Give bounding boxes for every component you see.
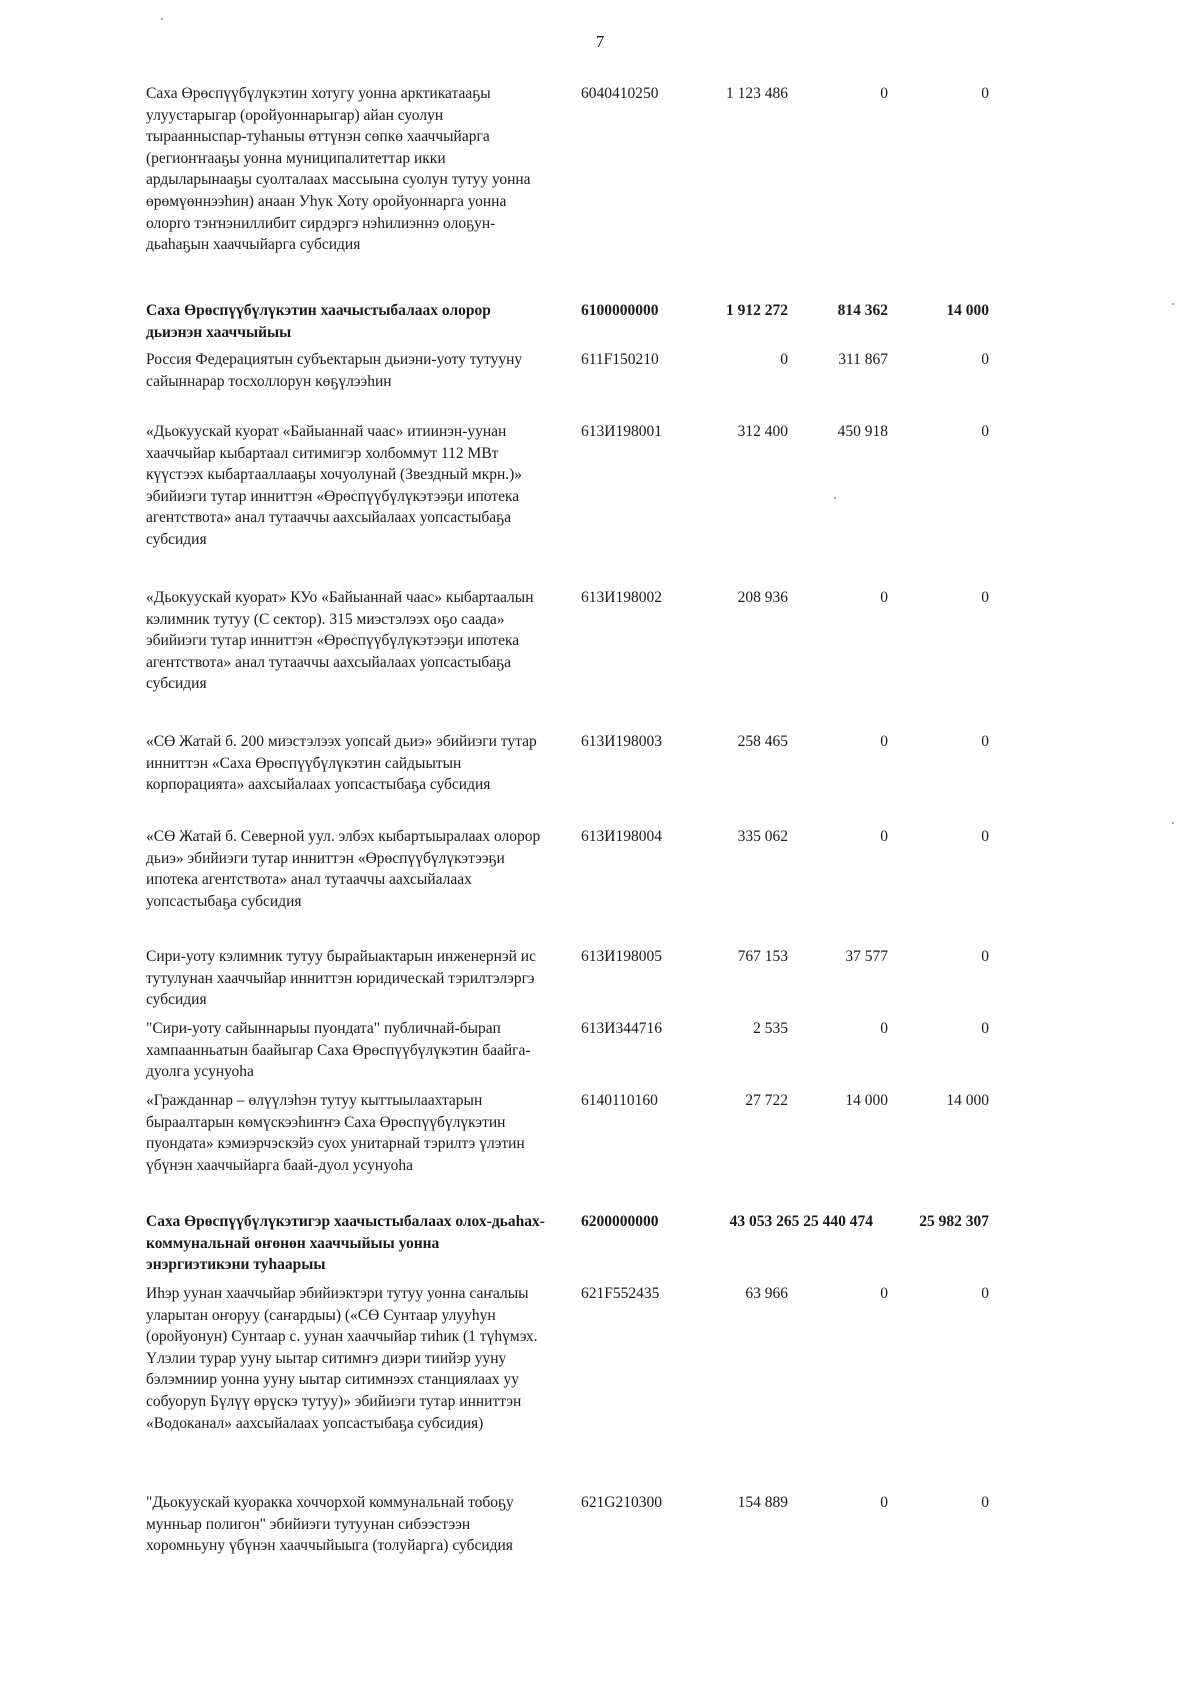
row-value-2: 0 [880, 1285, 888, 1302]
row-code: 6100000000 [581, 302, 659, 319]
row-description: Россия Федерациятын субъектарын дьиэни-уоту тутууну сайыннарар тосхоллорун көҕүлээһин [146, 351, 523, 390]
row-value-1: 1 123 486 [726, 85, 788, 102]
row-description: Сири-уоту кэлимник тутуу бырайыактарын инженернэй ис тутулунан хааччыйар инниттэн юридическай тэрилтэлэргэ субсидия [146, 948, 536, 1009]
row-value-2: 14 000 [845, 1092, 888, 1109]
row-value-2: 814 362 [837, 302, 888, 319]
row-value-3: 0 [981, 351, 989, 368]
row-value-2: 0 [880, 1494, 888, 1511]
row-code: 6200000000 [581, 1213, 659, 1230]
row-description: Саха Өрөспүүбүлүкэтигэр хаачыстыбалаах олох-дьаһах-коммунальнай өҥөнөн хааччыйыы уонна энэргиэтикэни туһаарыы [146, 1213, 545, 1274]
row-value-3: 0 [981, 828, 989, 845]
row-value-3: 14 000 [946, 302, 989, 319]
row-code: 621F552435 [581, 1285, 660, 1302]
row-value-1: 27 722 [745, 1092, 788, 1109]
row-code: 613И198003 [581, 733, 662, 750]
scan-speck [1172, 822, 1174, 824]
row-code: 613И198004 [581, 828, 662, 845]
row-value-1: 0 [780, 351, 788, 368]
row-value-3: 25 982 307 [919, 1213, 989, 1230]
row-code: 611F150210 [581, 351, 659, 368]
row-code: 613И344716 [581, 1020, 662, 1037]
row-value-2: 311 867 [838, 351, 888, 368]
row-code: 6040410250 [581, 85, 659, 102]
page-number: 7 [595, 32, 605, 51]
row-description: «СӨ Жатай б. Северной уул. элбэх кыбартыыралаах олорор дьиэ» эбийиэги тутар инниттэн «Өрөспүүбүлүкэтээҕи ипотека агентствота» анал тутааччы аахсыйалаах уопсастыбаҕа субсидия [146, 828, 541, 910]
row-description: Саха Өрөспүүбүлүкэтин хаачыстыбалаах олорор дьиэнэн хааччыйыы [146, 302, 491, 341]
row-value-1: 1 912 272 [726, 302, 788, 319]
row-value-3: 0 [981, 1494, 989, 1511]
row-code: 6140110160 [581, 1092, 658, 1109]
row-value-3: 0 [981, 423, 989, 440]
row-description: «Гражданнар – өлүүлэһэн тутуу кыттыылаахтарын быраалтарын көмүскээһиҥҥэ Саха Өрөспүүбүлүкэтин пуондата» кэмиэрчэскэйэ суох унитарнай тэрилтэ үлэтин үбүнэн хааччыйарга баай-дуол усунуоһа [146, 1092, 525, 1174]
row-value-2: 0 [880, 85, 888, 102]
row-code: 621G210300 [581, 1494, 662, 1511]
row-description: «Дьокуускай куорат «Байыаннай чаас» итиинэн-уунан хааччыйар кыбартаал ситимигэр холбоммут 112 МВт күүстээх кыбартааллааҕы хочуолунай (Звездный мкрн.)» эбийиэги тутар инниттэн «Өрөспүүбүлүкэтээҕи ипотека агентствота» анал тутааччы аахсыйалаах уопсастыбаҕа субсидия [146, 423, 523, 548]
row-value-3: 0 [981, 85, 989, 102]
row-value-1: 63 966 [745, 1285, 788, 1302]
row-value-3: 0 [981, 1020, 989, 1037]
row-description: «СӨ Жатай б. 200 миэстэлээх уопсай дьиэ» эбийиэги тутар инниттэн «Саха Өрөспүүбүлүкэтин сайдыытын корпорацията» аахсыйалаах уопсастыбаҕа субсидия [146, 733, 537, 794]
scan-speck [161, 18, 163, 20]
row-description: Иһэр уунан хааччыйар эбийиэктэри тутуу уонна саҥалыы уларытан оҥоруу (саҥардыы) («СӨ Сунтаар улууһун (оройуонун) Сунтаар с. уунан хааччыйар тиһик (1 түһүмэх. Үлэлии турар ууну ыытар ситимҥэ диэри тиийэр ууну бэлэмниир уонна ууну ыытар ситимнээх станциялаах уу собуоруn Бүлүү өрүскэ тутуу)» эбийиэги тутар инниттэн «Водоканал» аахсыйалаах уопсастыбаҕа субсидия) [146, 1285, 538, 1432]
row-code: 613И198005 [581, 948, 662, 965]
row-value-3: 0 [981, 948, 989, 965]
scan-speck [834, 497, 836, 499]
row-value-2: 0 [880, 1020, 888, 1037]
row-value-1: 335 062 [737, 828, 788, 845]
row-value-2: 37 577 [845, 948, 888, 965]
row-value-2: 450 918 [837, 423, 888, 440]
row-value-2: 0 [880, 733, 888, 750]
row-value-1: 43 053 265 25 440 474 [729, 1213, 873, 1230]
row-description: "Сири-уоту сайыннарыы пуондата" публичнай-бырап хампаанньатын баайыгар Саха Өрөспүүбүлүкэтин баайга-дуолга усунуоһа [146, 1020, 531, 1081]
row-value-2: 0 [880, 828, 888, 845]
row-value-1: 2 535 [753, 1020, 788, 1037]
row-value-1: 258 465 [737, 733, 788, 750]
row-value-3: 0 [981, 589, 989, 606]
row-description: "Дьокуускай куоракка хоччорхой коммунальнай тобоҕу мунньар полигон" эбийиэги тутуунан сибээстээн хоромньуну үбүнэн хааччыйыыга (толуйарга) субсидия [146, 1494, 514, 1555]
row-value-3: 0 [981, 1285, 989, 1302]
row-value-3: 0 [981, 733, 989, 750]
scan-speck [1172, 303, 1174, 305]
row-value-1: 208 936 [737, 589, 788, 606]
row-value-1: 767 153 [737, 948, 788, 965]
row-value-2: 0 [880, 589, 888, 606]
row-value-3: 14 000 [946, 1092, 989, 1109]
row-code: 613И198001 [581, 423, 662, 440]
row-description: «Дьокуускай куорат» КУо «Байыаннай чаас» кыбартаалын кэлимник тутуу (С сектор). 315 миэстэлээх оҕо саада» эбийиэги тутар инниттэн «Өрөспүүбүлүкэтээҕи ипотека агентствота» анал тутааччы аахсыйалаах уопсастыбаҕа субсидия [146, 589, 534, 693]
row-value-1: 312 400 [737, 423, 788, 440]
row-value-1: 154 889 [737, 1494, 788, 1511]
row-description: Саха Өрөспүүбүлүкэтин хотугу уонна арктикатааҕы улуустарыгар (оройуоннарыгар) айан суолун тыраанныспар-туһаныы өттүнэн сөпкө хааччыйарга (региоҥҥааҕы уонна муниципалитеттар икки ардыларынааҕы суолталаах массыына суолун тутуу уонна өрөмүөннээһин) анаан Уһук Хоту оройуоннарга уонна олорго тэҥнэниллибит сирдэргэ нэһилиэннэ олоҕун-дьаһаҕын хааччыйарга субсидия [146, 85, 531, 254]
row-code: 613И198002 [581, 589, 662, 606]
